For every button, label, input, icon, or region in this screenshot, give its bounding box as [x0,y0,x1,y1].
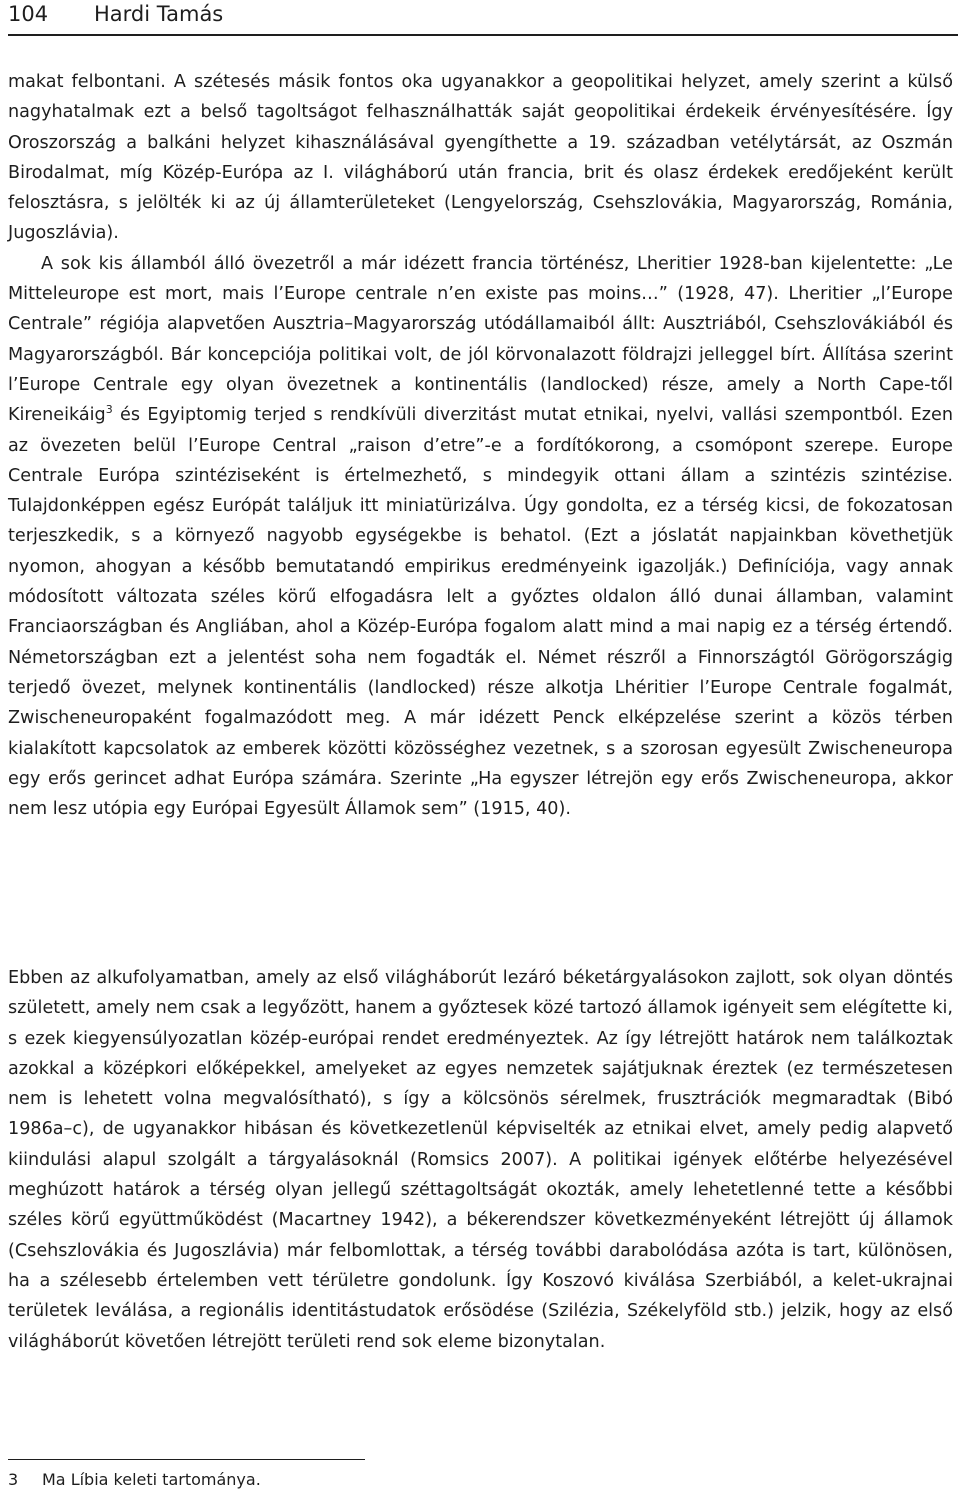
paragraph-negotiations: Ebben az alkufolyamatban, amely az első világháborút lezáró béketárgyalásokon zajlott, sok olyan döntés született, amely nem csak a legyőzött, hanem a győztesek közé tartozó államok igényeit sem elégítette ki, s ezek kiegyensúlyozatlan közép-európai rendet eredményeztek. Az így létrejött határok nem találkoztak azokkal a középkori előképekkel, amelyeket az egyes nemzetek sajátjuknak éreztek (ez természetesen nem is lehetett volna megvalósítható), s így a kölcsönös sérelmek, frusztrációk megmaradtak (Bibó 1986a–c), de ugyanakkor hibásan és következetlenül képviselték az etnikai elvet, amely pedig alapvető kiindulási alapul szolgált a tárgyalásoknál (Romsics 2007). A politikai igények előtérbe helyezésével meghúzott határok a térség olyan jellegű széttagoltságát okozták, amely lehetetlenné tette a későbbi széles körű együttműködést (Macartney 1942), a békerendszer következményeként létrejött új államok (Csehszlovákia és Jugoszlávia) már felbomlottak, a térség további darabolódása azóta is tart, különösen, ha a szélesebb értelemben vett térületre gondolunk. Így Koszovó kiválása Szerbiából, a kelet-ukrajnai területek leválása, a regionális identitástudatok erősödése (Szilézia, Székelyföld stb.) jelzik, hogy az első világháborút követően létrejött területi rend sok eleme bizonytalan. [8,968,953,1352]
footnote [8,1470,261,1489]
footnote-number: 3 [8,1470,19,1489]
running-head-author: Hardi Tamás [94,2,224,26]
paragraph-text: A sok kis államból álló övezetről a már idézett francia történész, Lheritier 1928-ban kijelentette: „Le Mitteleurope est mort, mais l’Europe centrale n’en existe pas moins…” (1928, 47). Lheritier „l’Europe Centrale” régiója alapvetően Ausztria–Magyarország utódállamaiból állt: Ausztriából, Csehszlovákiából és Magyarországból. Bár koncepciója politikai volt, de jól körvonalazott földrajzi jelleggel bírt. Állítása szerint l’Europe Centrale egy olyan övezetnek a kontinentális (landlocked) része, amely a North Cape-től Kireneikáig [8,253,953,426]
paragraph-continuation: makat felbontani. A szétesés másik fontos oka ugyanakkor a geopolitikai helyzet, amely szerint a külső nagyhatalmak ezt a belső tagoltságot felhasználhatták saját geopolitikai érdekeik érvényesítésére. Így Oroszország a balkáni helyzet kihasználásával gyengíthette a 19. században vetélytársát, az Oszmán Birodalmat, míg Közép-Európa az I. világháború után francia, brit és olasz érdekek eredőjeként került felosztásra, s jelölték ki az új államterületeket (Lengyelország, Csehszlovákia, Magyarország, Románia, Jugoszlávia). [8,72,953,244]
header-rule [8,34,958,36]
paragraph-text: és Egyiptomig terjed s rendkívüli diverzitást mutat etnikai, nyelvi, vallási szempontból. Ezen az övezeten belül l’Europe Central „raison d’etre”-e a fordítókorong, a csomópont szerepe. Europe Centrale Európa szintéziseként is értelmezhető, s mindegyik ottani állam a szintézis szintézise. Tulajdonképpen egész Európát találjuk itt miniatürizálva. Úgy gondolta, ez a térség kicsi, de fokozatosan terjeszkedik, s a környező nagyobb egységekbe is behatol. (Ezt a jóslatát napjainkban követhetjük nyomon, ahogyan a később bemutatandó empirikus eredményeink igazolják.) Definíciója, vagy annak módosított változata széles körű elfogadásra lelt a győztes oldalon álló dunai államban, valamint Franciaországban és Angliában, ahol a Közép-Európa fogalom alatt mind a mai napig ez a térség értendő. Németországban ezt a jelentést soha nem fogadták el. Német részről a Finnországtól Görögországig terjedő övezet, melynek kontinentális (landlocked) része alkotja Lhéritier l’Europe Centrale fogalmát, Zwischeneuropaként fogalmazódott meg. A már idézett Penck elképzelése szerint a közös térben kialakított kapcsolatok az emberek közötti közösséghez vezetnek, s a szorosan egyesült Zwischeneuropa egy erős gerincet adhat Európa számára. Szerinte „Ha egyszer létrejön egy erős Zwischeneuropa, akkor nem lesz utópia egy Európai Egyesült Államok sem” (1915, 40). [8,405,953,820]
page-number: 104 [8,2,49,26]
footnote-text: Ma Líbia keleti tartománya. [42,1470,261,1489]
footnote-marker: 3 [105,403,113,417]
body-paragraph-2 [8,963,953,1357]
footnote-rule [8,1459,365,1460]
paragraph-lheritier [8,249,953,825]
body-paragraph-1 [8,67,953,824]
page-header [8,0,958,34]
